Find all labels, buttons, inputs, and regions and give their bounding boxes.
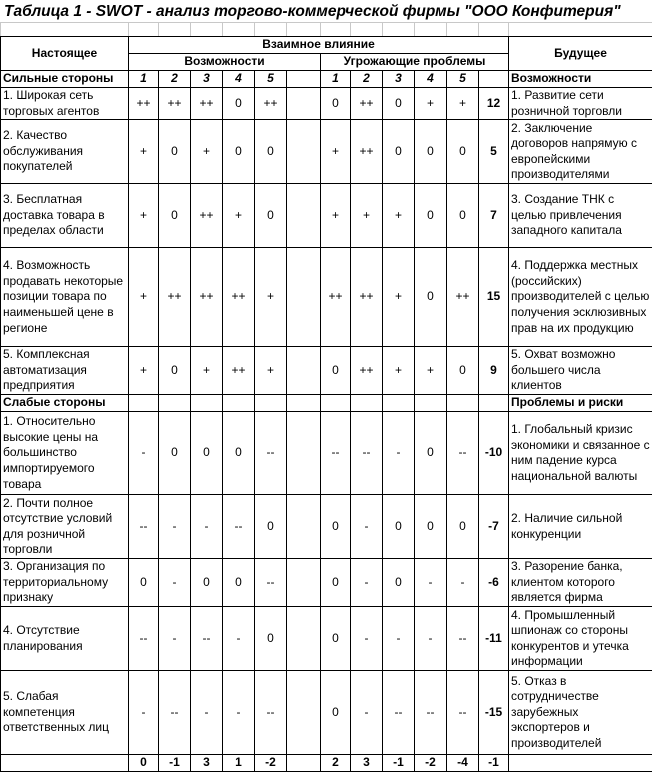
- strength-row: [1, 120, 652, 184]
- opportunity-score: +: [191, 347, 223, 395]
- threat-score: 0: [447, 120, 479, 184]
- threat-total: -4: [447, 755, 479, 772]
- threat-score: -: [415, 559, 447, 607]
- col-number: 1: [129, 71, 159, 88]
- opportunity-score: ++: [223, 347, 255, 395]
- threat-score: 0: [383, 120, 415, 184]
- opportunity-score: +: [129, 184, 159, 248]
- opportunity-score: +: [223, 184, 255, 248]
- opportunity-score: 0: [223, 88, 255, 120]
- opportunity-score: +: [129, 248, 159, 347]
- threat-score: ++: [351, 120, 383, 184]
- blank-cell: [287, 412, 321, 495]
- weaknesses-section-row: [1, 395, 652, 412]
- opportunity-total: 0: [129, 755, 159, 772]
- blank-cell: [255, 395, 287, 412]
- threat-total: -2: [415, 755, 447, 772]
- threat-score: 0: [415, 248, 447, 347]
- blank-cell: [287, 71, 321, 88]
- threat-score: +: [351, 184, 383, 248]
- opportunity-total: 1: [223, 755, 255, 772]
- threat-score: ++: [447, 248, 479, 347]
- opportunity-score: ++: [191, 248, 223, 347]
- weakness-row: [1, 412, 652, 495]
- opportunity-score: -: [223, 671, 255, 755]
- table-title: Таблица 1 - SWOT - анализ торгово-коммерческой фирмы "ООО Конфитерия": [4, 3, 621, 20]
- opportunity-score: +: [255, 347, 287, 395]
- blank-cell: [287, 755, 321, 772]
- opportunity-score: ++: [255, 88, 287, 120]
- factor-text: 2. Качество обслуживания покупателей: [1, 120, 129, 184]
- future-text: 1. Глобальный кризис экономики и связанное с ним падение курса национальной валюты: [509, 412, 652, 495]
- threat-score: 0: [383, 495, 415, 559]
- blank-cell: [287, 495, 321, 559]
- opportunity-score: --: [255, 671, 287, 755]
- threat-score: -: [383, 412, 415, 495]
- opportunity-score: 0: [159, 184, 191, 248]
- threat-score: 0: [447, 347, 479, 395]
- weakness-row: [1, 495, 652, 559]
- grand-total: -1: [479, 755, 509, 772]
- blank-cell: [191, 395, 223, 412]
- weaknesses-future-label: Проблемы и риски: [509, 395, 652, 412]
- opportunity-score: 0: [223, 120, 255, 184]
- threat-score: 0: [447, 184, 479, 248]
- opportunity-score: 0: [255, 120, 287, 184]
- weakness-row: [1, 671, 652, 755]
- threat-score: 0: [321, 495, 351, 559]
- blank-cell: [321, 395, 351, 412]
- threats-header: Угрожающие проблемы: [321, 54, 509, 71]
- row-sum: -6: [479, 559, 509, 607]
- col-number: 4: [415, 71, 447, 88]
- blank-cell: [509, 755, 652, 772]
- threat-score: --: [383, 671, 415, 755]
- threat-score: 0: [321, 559, 351, 607]
- threat-score: 0: [321, 671, 351, 755]
- opportunity-score: ++: [191, 184, 223, 248]
- opportunity-score: 0: [255, 607, 287, 671]
- blank-cell: [1, 755, 129, 772]
- blank-cell: [287, 607, 321, 671]
- blank-cell: [383, 395, 415, 412]
- future-text: 4. Промышленный шпионаж со стороны конкурентов и утечка информации: [509, 607, 652, 671]
- opportunity-score: --: [255, 412, 287, 495]
- threat-score: --: [447, 412, 479, 495]
- strengths-label: Сильные стороны: [1, 71, 129, 88]
- opportunity-score: -: [159, 495, 191, 559]
- blank-cell: [287, 248, 321, 347]
- threat-score: 0: [321, 347, 351, 395]
- factor-text: 5. Слабая компетенция ответственных лиц: [1, 671, 129, 755]
- factor-text: 3. Бесплатная доставка товара в пределах области: [1, 184, 129, 248]
- threat-score: 0: [415, 495, 447, 559]
- threat-score: +: [383, 248, 415, 347]
- threat-score: +: [383, 347, 415, 395]
- future-text: 4. Поддержка местных (российских) производителей с целью получения эсклюзивных прав на их продукцию: [509, 248, 652, 347]
- row-sum: 9: [479, 347, 509, 395]
- threat-score: ++: [351, 248, 383, 347]
- opportunity-score: -: [223, 607, 255, 671]
- row-sum: -7: [479, 495, 509, 559]
- blank-cell: [287, 184, 321, 248]
- blank-cell: [287, 88, 321, 120]
- col-number: 3: [191, 71, 223, 88]
- threat-score: 0: [321, 88, 351, 120]
- threat-total: 3: [351, 755, 383, 772]
- threat-score: -: [383, 607, 415, 671]
- opportunity-score: -: [159, 559, 191, 607]
- mutual-influence-header: Взаимное влияние: [129, 37, 509, 54]
- opportunity-score: 0: [191, 412, 223, 495]
- swot-table: [0, 22, 652, 772]
- threat-score: 0: [321, 607, 351, 671]
- factor-text: 4. Возможность продавать некоторые позиции товара по наименьшей цене в регионе: [1, 248, 129, 347]
- threat-total: -1: [383, 755, 415, 772]
- threat-score: ++: [351, 347, 383, 395]
- opportunity-total: -2: [255, 755, 287, 772]
- future-text: 5. Охват возможно большего числа клиентов: [509, 347, 652, 395]
- threat-score: -: [447, 559, 479, 607]
- blank-cell: [351, 395, 383, 412]
- row-sum: 5: [479, 120, 509, 184]
- opportunity-score: --: [255, 559, 287, 607]
- threat-score: --: [351, 412, 383, 495]
- threat-score: +: [321, 120, 351, 184]
- strength-row: [1, 347, 652, 395]
- opportunity-score: -: [159, 607, 191, 671]
- row-sum: 15: [479, 248, 509, 347]
- factor-text: 1. Относительно высокие цены на большинство импортируемого товара: [1, 412, 129, 495]
- threat-score: +: [321, 184, 351, 248]
- factor-text: 5. Комплексная автоматизация предприятия: [1, 347, 129, 395]
- future-text: 2. Наличие сильной конкуренции: [509, 495, 652, 559]
- opportunity-score: +: [255, 248, 287, 347]
- opportunity-score: ++: [129, 88, 159, 120]
- opportunity-total: 3: [191, 755, 223, 772]
- col-number: 4: [223, 71, 255, 88]
- opportunity-total: -1: [159, 755, 191, 772]
- threat-score: 0: [383, 88, 415, 120]
- spacer-row: [1, 23, 652, 37]
- threat-score: --: [415, 671, 447, 755]
- blank-cell: [223, 395, 255, 412]
- factor-text: 4. Отсутствие планирования: [1, 607, 129, 671]
- threat-score: ++: [321, 248, 351, 347]
- threat-total: 2: [321, 755, 351, 772]
- threat-score: --: [447, 607, 479, 671]
- opportunity-score: --: [129, 495, 159, 559]
- factor-text: 3. Организация по территориальному признаку: [1, 559, 129, 607]
- opportunity-score: 0: [191, 559, 223, 607]
- header-row-1: [1, 37, 652, 54]
- opportunity-score: ++: [159, 248, 191, 347]
- blank-cell: [287, 347, 321, 395]
- opportunity-score: -: [129, 412, 159, 495]
- opportunity-score: 0: [223, 559, 255, 607]
- threat-score: 0: [447, 495, 479, 559]
- opportunity-score: --: [223, 495, 255, 559]
- opportunity-score: ++: [159, 88, 191, 120]
- col-number: 2: [351, 71, 383, 88]
- future-text: 3. Создание ТНК с целью привлечения западного капитала: [509, 184, 652, 248]
- threat-score: --: [447, 671, 479, 755]
- opportunity-score: 0: [255, 495, 287, 559]
- col-number: 5: [447, 71, 479, 88]
- opportunity-score: --: [129, 607, 159, 671]
- blank-cell: [287, 120, 321, 184]
- threat-score: 0: [415, 412, 447, 495]
- opportunity-score: --: [159, 671, 191, 755]
- blank-cell: [447, 395, 479, 412]
- opportunity-score: 0: [129, 559, 159, 607]
- blank-cell: [479, 71, 509, 88]
- opportunity-score: +: [129, 120, 159, 184]
- opportunity-score: 0: [159, 412, 191, 495]
- strength-row: [1, 88, 652, 120]
- opportunity-score: --: [191, 607, 223, 671]
- row-sum: -10: [479, 412, 509, 495]
- blank-cell: [159, 395, 191, 412]
- factor-text: 1. Широкая сеть торговых агентов: [1, 88, 129, 120]
- blank-cell: [287, 395, 321, 412]
- threat-score: +: [415, 347, 447, 395]
- opportunity-score: -: [129, 671, 159, 755]
- strength-row: [1, 248, 652, 347]
- blank-cell: [129, 395, 159, 412]
- threat-score: +: [447, 88, 479, 120]
- opportunity-score: ++: [191, 88, 223, 120]
- blank-cell: [415, 395, 447, 412]
- threat-score: 0: [415, 184, 447, 248]
- threat-score: ++: [351, 88, 383, 120]
- opportunity-score: ++: [223, 248, 255, 347]
- totals-row: [1, 755, 652, 772]
- opportunity-score: 0: [159, 347, 191, 395]
- col-number: 1: [321, 71, 351, 88]
- opportunity-score: -: [191, 495, 223, 559]
- future-header: Будущее: [509, 37, 652, 71]
- strengths-future-label: Возможности: [509, 71, 652, 88]
- threat-score: --: [321, 412, 351, 495]
- row-sum: -15: [479, 671, 509, 755]
- col-number: 5: [255, 71, 287, 88]
- weaknesses-label: Слабые стороны: [1, 395, 129, 412]
- weakness-row: [1, 559, 652, 607]
- blank-cell: [287, 559, 321, 607]
- blank-cell: [479, 395, 509, 412]
- factor-text: 2. Почти полное отсутствие условий для розничной торговли: [1, 495, 129, 559]
- future-text: 2. Заключение договоров напрямую с европейскими производителями: [509, 120, 652, 184]
- threat-score: 0: [415, 120, 447, 184]
- threat-score: 0: [383, 559, 415, 607]
- row-sum: -11: [479, 607, 509, 671]
- strengths-section-row: [1, 71, 652, 88]
- col-number: 3: [383, 71, 415, 88]
- weakness-row: [1, 607, 652, 671]
- opportunities-header: Возможности: [129, 54, 321, 71]
- threat-score: -: [415, 607, 447, 671]
- threat-score: -: [351, 607, 383, 671]
- opportunity-score: +: [191, 120, 223, 184]
- strength-row: [1, 184, 652, 248]
- threat-score: -: [351, 559, 383, 607]
- opportunity-score: 0: [159, 120, 191, 184]
- future-text: 1. Развитие сети розничной торговли: [509, 88, 652, 120]
- threat-score: +: [383, 184, 415, 248]
- future-text: 5. Отказ в сотрудничестве зарубежных экспортеров и производителей: [509, 671, 652, 755]
- row-sum: 12: [479, 88, 509, 120]
- threat-score: -: [351, 495, 383, 559]
- threat-score: -: [351, 671, 383, 755]
- row-sum: 7: [479, 184, 509, 248]
- threat-score: +: [415, 88, 447, 120]
- present-header: Настоящее: [1, 37, 129, 71]
- opportunity-score: +: [129, 347, 159, 395]
- opportunity-score: -: [191, 671, 223, 755]
- future-text: 3. Разорение банка, клиентом которого является фирма: [509, 559, 652, 607]
- blank-cell: [287, 671, 321, 755]
- opportunity-score: 0: [255, 184, 287, 248]
- opportunity-score: 0: [223, 412, 255, 495]
- col-number: 2: [159, 71, 191, 88]
